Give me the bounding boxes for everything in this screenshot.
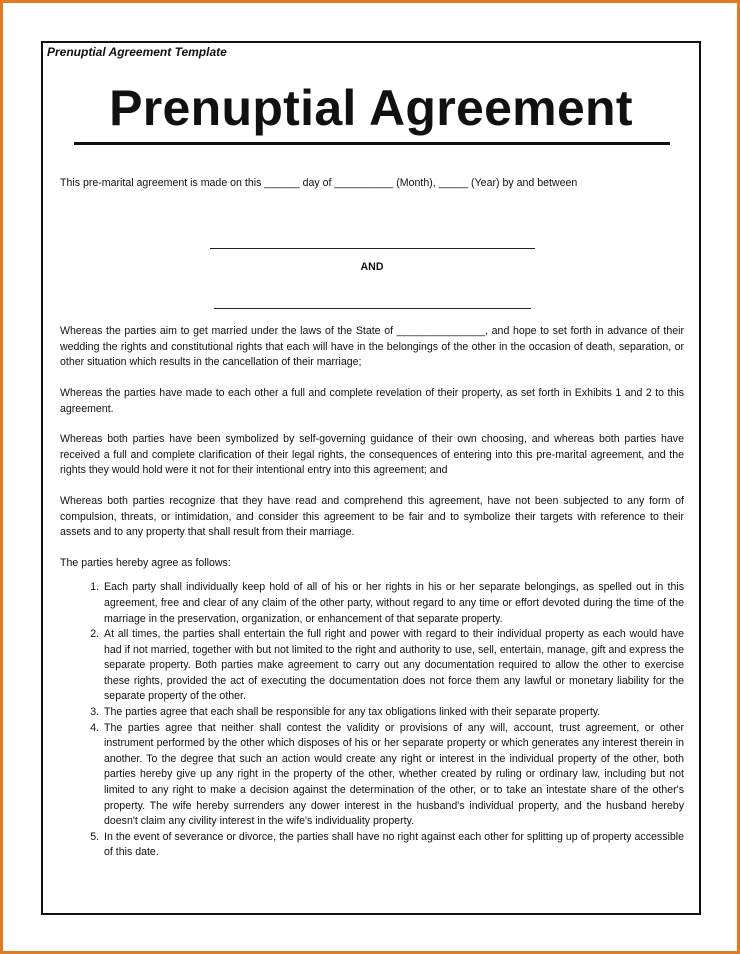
page-title: Prenuptial Agreement [109,80,633,136]
document-page [41,41,701,915]
term-item: 3. The parties agree that each shall be responsible for any tax obligations linked with their separate property. [102,705,684,721]
intro-text: This pre-marital agreement is made on this ______ day of __________ (Month), _____ (Year) by and between [60,177,578,189]
term-item: 4. The parties agree that neither shall contest the validity or provisions of any will, account, trust agreement, or other instrument performed by the other which disposes of his or her separate property or which generates any interest therein in another. To the degree that such an action would create any right or interest in the individual property of the other, both parties hereby give up any right in the property of the other, whether created by ruling or ordinary law, including but not limited to any right to make a decision against the determination of the other, or to take an intestate share of the other's property. The wife hereby surrenders any dower interest in the husband's individual property, and the husband hereby doesn't claim any civility interest in the wife's individuality property. [102,721,684,830]
and-label: AND [360,260,384,273]
title-underline [74,142,670,145]
whereas-paragraph-disclosure: Whereas the parties have made to each other a full and complete revelation of their property, as set forth in Exhibits 1 and 2 to this agreement. [60,386,684,415]
party-one-signature-line [210,248,535,249]
party-two-signature-line [214,308,531,309]
document-body [60,176,684,861]
whereas-paragraph-consent: Whereas both parties recognize that they have read and comprehend this agreement, have not been subjected to any form of compulsion, threats, or intimidation, and consider this agreement to be fair and to symbolize their targets with reference to their assets and to any property that shall result from their marriage. [60,494,684,539]
template-label: Prenuptial Agreement Template [47,45,227,59]
term-item: 1. Each party shall individually keep hold of all of his or her rights in his or her separate belongings, as spelled out in this agreement, free and clear of any claim of the other party, without regard to any time or effort devoted during the time of the marriage in the preservation, organization, or enhancement of that separate property. [102,580,684,627]
whereas-paragraph-state: Whereas the parties aim to get married under the laws of the State of _______________, and hope to set forth in advance of their wedding the rights and constitutional rights that each will have in the belongings of the other in the occasion of death, separation, or other situation which results in the cancellation of their marriage; [60,325,684,369]
terms-list [60,580,684,861]
whereas-paragraph-counsel: Whereas both parties have been symbolized by self-governing guidance of their own choosing, and whereas both parties have received a full and complete clarification of their legal rights, the consequences of entering into this pre-marital agreement, and the rights they would hold were it not for their intentional entry into this agreement; and [60,433,684,477]
term-item: 5. In the event of severance or divorce, the parties shall have no right against each other for splitting up of property accessible of this date. [102,830,684,861]
agreement-intro: The parties hereby agree as follows: [60,556,231,569]
term-item: 2. At all times, the parties shall entertain the full right and power with regard to their individual property as each would have had if not married, together with but not limited to the right and authority to use, sell, entertain, manage, gift and express the separate property. Both parties make agreement to carry out any documentation required to allow the other to exercise these rights, provided the act of executing the documentation does not force them any lawful or monetary liability for the separate property of the other. [102,627,684,705]
